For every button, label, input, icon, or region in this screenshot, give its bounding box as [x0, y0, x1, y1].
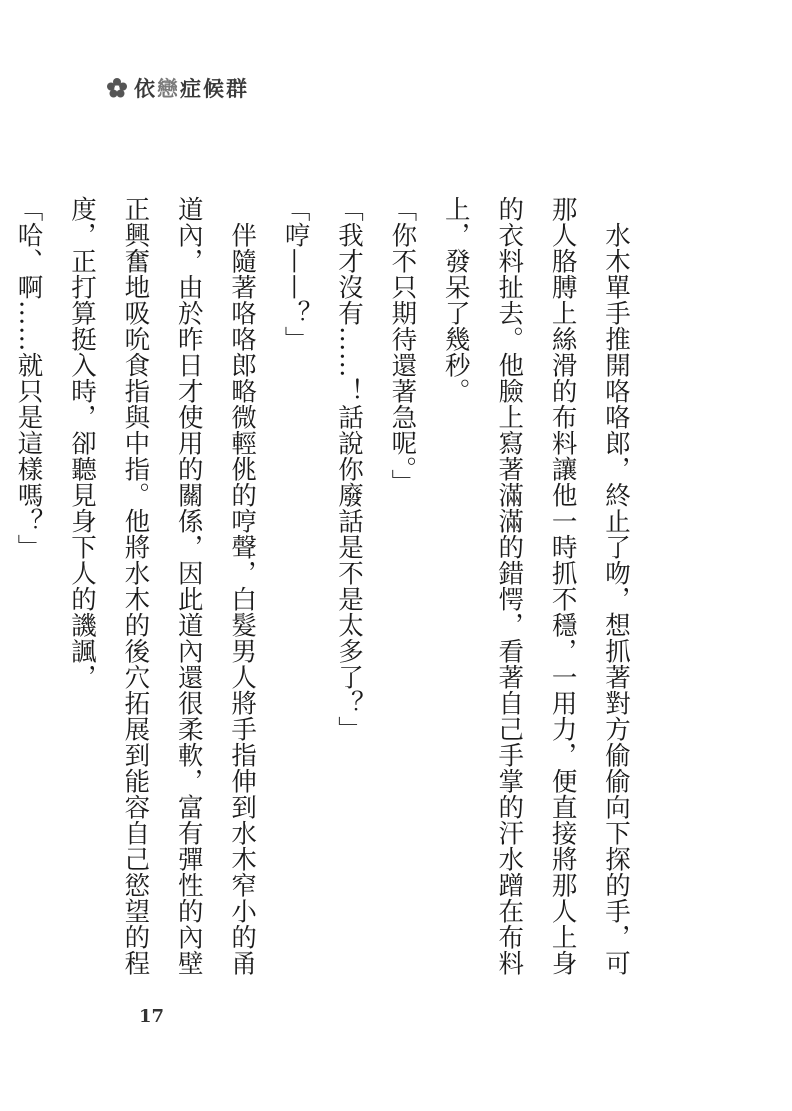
page-number: 17: [139, 1006, 165, 1027]
vertical-text-body: [13, 196, 642, 976]
paragraph-5: 伴隨著咯咯郎略微輕佻的哼聲，白髮男人將手指伸到水木窄小的甬道內，由於昨日才使用的關係，因此道內還很柔軟，富有彈性的內壁正興奮地吸吮食指與中指。他將水木的後穴拓展到能容自己慾望的程度，正打算挺入時，卻聽見身下人的譏諷，: [66, 196, 258, 976]
book-title-prefix: 依: [134, 76, 157, 101]
book-title: [134, 73, 249, 103]
paragraph-4: 「哼——？」: [280, 196, 311, 352]
paragraph-7: [0, 196, 1, 976]
book-title-ornate: 戀: [157, 76, 180, 101]
paragraph-1: 水木單手推開咯咯郎，終止了吻，想抓著對方偷偷向下探的手，可那人胳膊上絲滑的布料讓他一時抓不穩，一用力，便直接將那人上身的衣料扯去。他臉上寫著滿滿的錯愕，看著自己手掌的汗水蹭在布料上，發呆了幾秒。: [440, 196, 631, 976]
book-title-suffix: 症候群: [180, 76, 249, 101]
flower-icon: [106, 77, 128, 99]
running-header: [106, 70, 249, 106]
paragraph-3: 「我才沒有……！話說你廢話是不是太多了？」: [333, 196, 364, 742]
paragraph-2: 「你不只期待還著急呢。」: [387, 196, 418, 496]
paragraph-6: 「哈、啊……就只是這樣嗎？」: [13, 196, 44, 560]
